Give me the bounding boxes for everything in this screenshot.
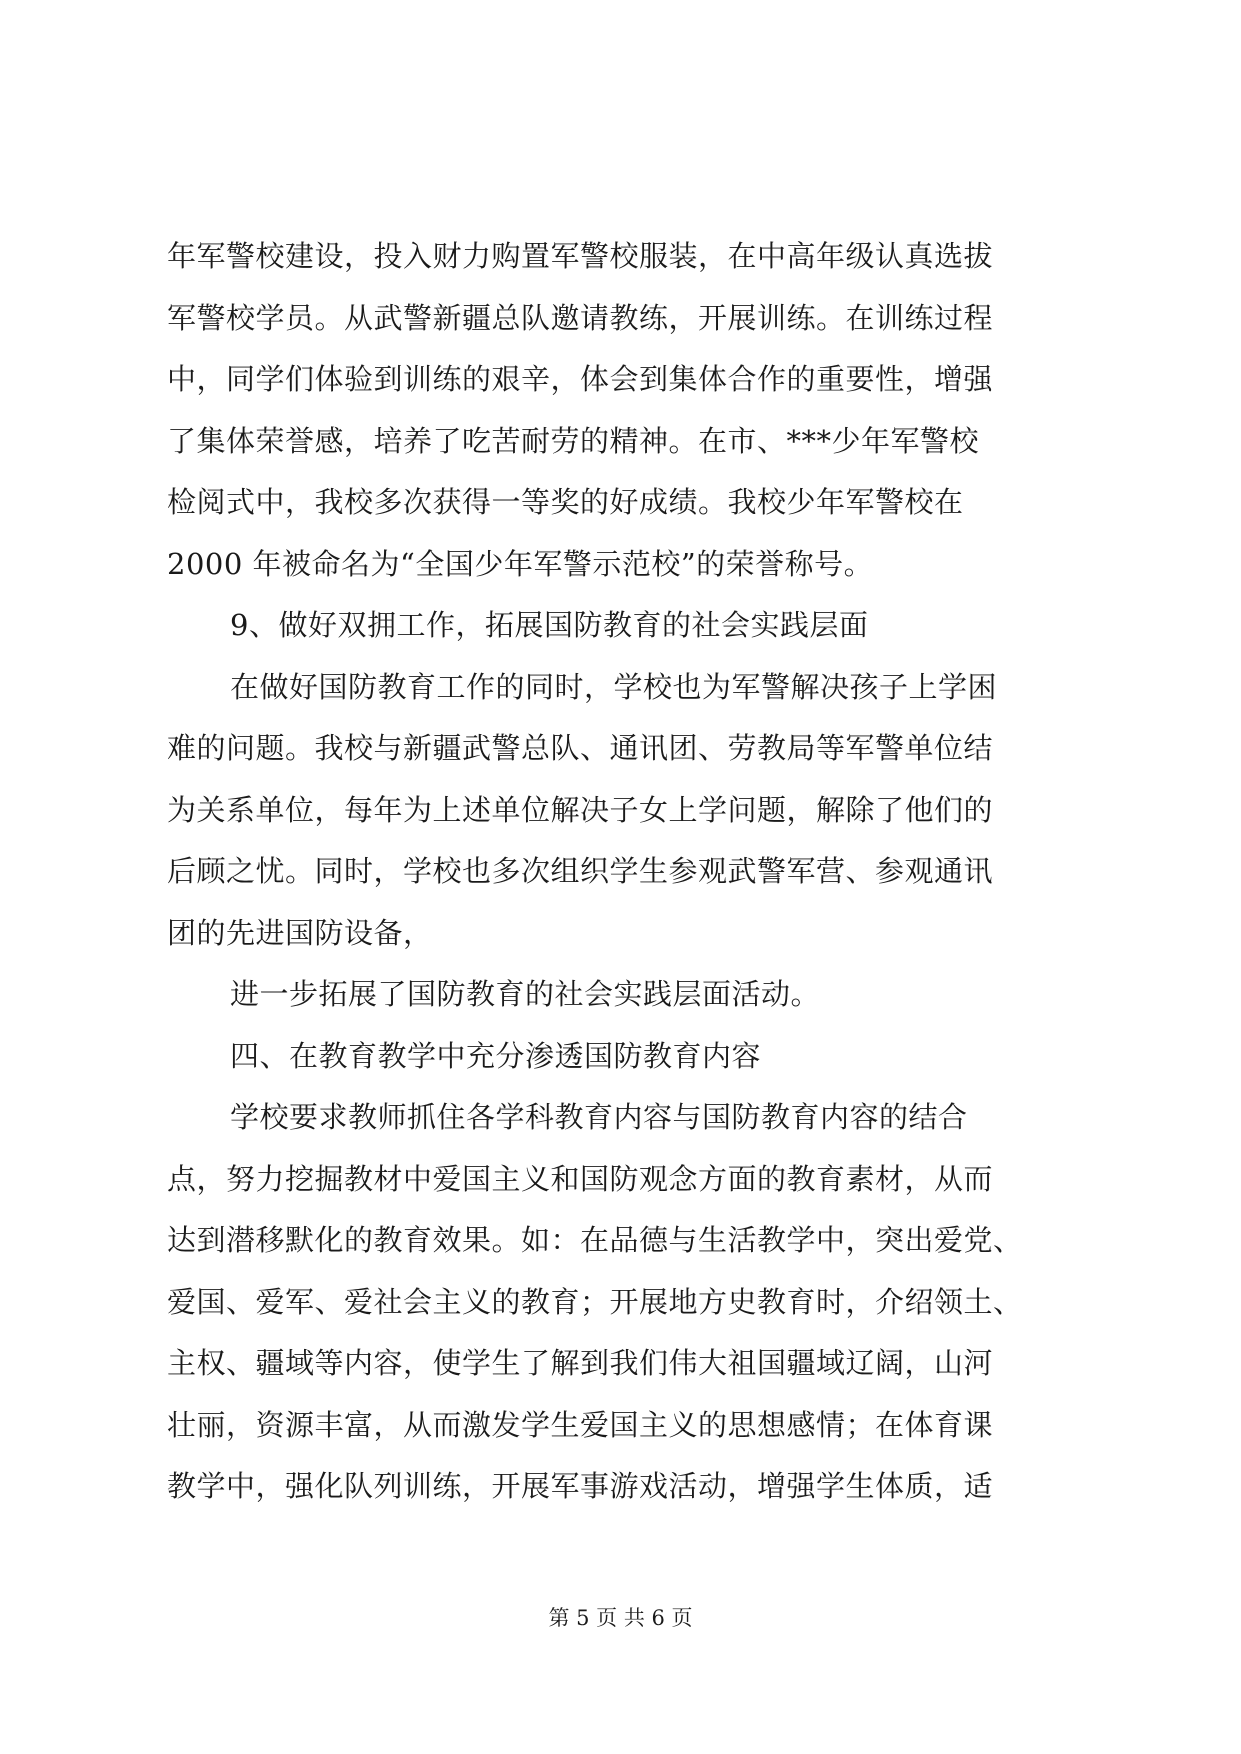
text-line: 难的问题。我校与新疆武警总队、通讯团、劳教局等军警单位结 xyxy=(167,731,994,765)
text-line: 四、在教育教学中充分渗透国防教育内容 xyxy=(230,1038,762,1073)
text-line: 军警校学员。从武警新疆总队邀请教练，开展训练。在训练过程 xyxy=(167,300,994,335)
text-line: 主权、疆域等内容，使学生了解到我们伟大祖国疆域辽阔，山河 xyxy=(167,1346,994,1380)
text-line: 壮丽，资源丰富，从而激发学生爱国主义的思想感情；在体育课 xyxy=(167,1407,994,1442)
text-line: 2000 年被命名为“全国少年军警示范校”的荣誉称号。 xyxy=(167,546,874,581)
text-line: 爱国、爱军、爱社会主义的教育；开展地方史教育时，介绍领土、 xyxy=(167,1284,1023,1319)
text-line: 点，努力挖掘教材中爱国主义和国防观念方面的教育素材，从而 xyxy=(167,1161,994,1196)
text-line: 在做好国防教育工作的同时，学校也为军警解决孩子上学困 xyxy=(230,669,998,704)
text-line: 9、做好双拥工作，拓展国防教育的社会实践层面 xyxy=(230,608,869,642)
text-line: 年军警校建设，投入财力购置军警校服装，在中高年级认真选拔 xyxy=(167,239,994,273)
page-footer: 第 5 页 共 6 页 xyxy=(548,1606,693,1630)
text-line: 学校要求教师抓住各学科教育内容与国防教育内容的结合 xyxy=(230,1100,968,1134)
text-line: 为关系单位，每年为上述单位解决子女上学问题，解除了他们的 xyxy=(167,792,994,827)
text-line: 检阅式中，我校多次获得一等奖的好成绩。我校少年军警校在 xyxy=(167,485,964,519)
text-line: 团的先进国防设备， xyxy=(167,915,433,950)
text-line: 教学中，强化队列训练，开展军事游戏活动，增强学生体质，适 xyxy=(167,1469,994,1503)
text-line: 达到潜移默化的教育效果。如：在品德与生活教学中，突出爱党、 xyxy=(167,1223,1023,1257)
text-line: 中，同学们体验到训练的艰辛，体会到集体合作的重要性，增强 xyxy=(167,362,994,396)
text-line: 进一步拓展了国防教育的社会实践层面活动。 xyxy=(230,977,821,1011)
text-line: 了集体荣誉感，培养了吃苦耐劳的精神。在市、***少年军警校 xyxy=(167,423,980,458)
body-text xyxy=(167,226,1076,1518)
text-line: 后顾之忧。同时，学校也多次组织学生参观武警军营、参观通讯 xyxy=(167,854,994,888)
